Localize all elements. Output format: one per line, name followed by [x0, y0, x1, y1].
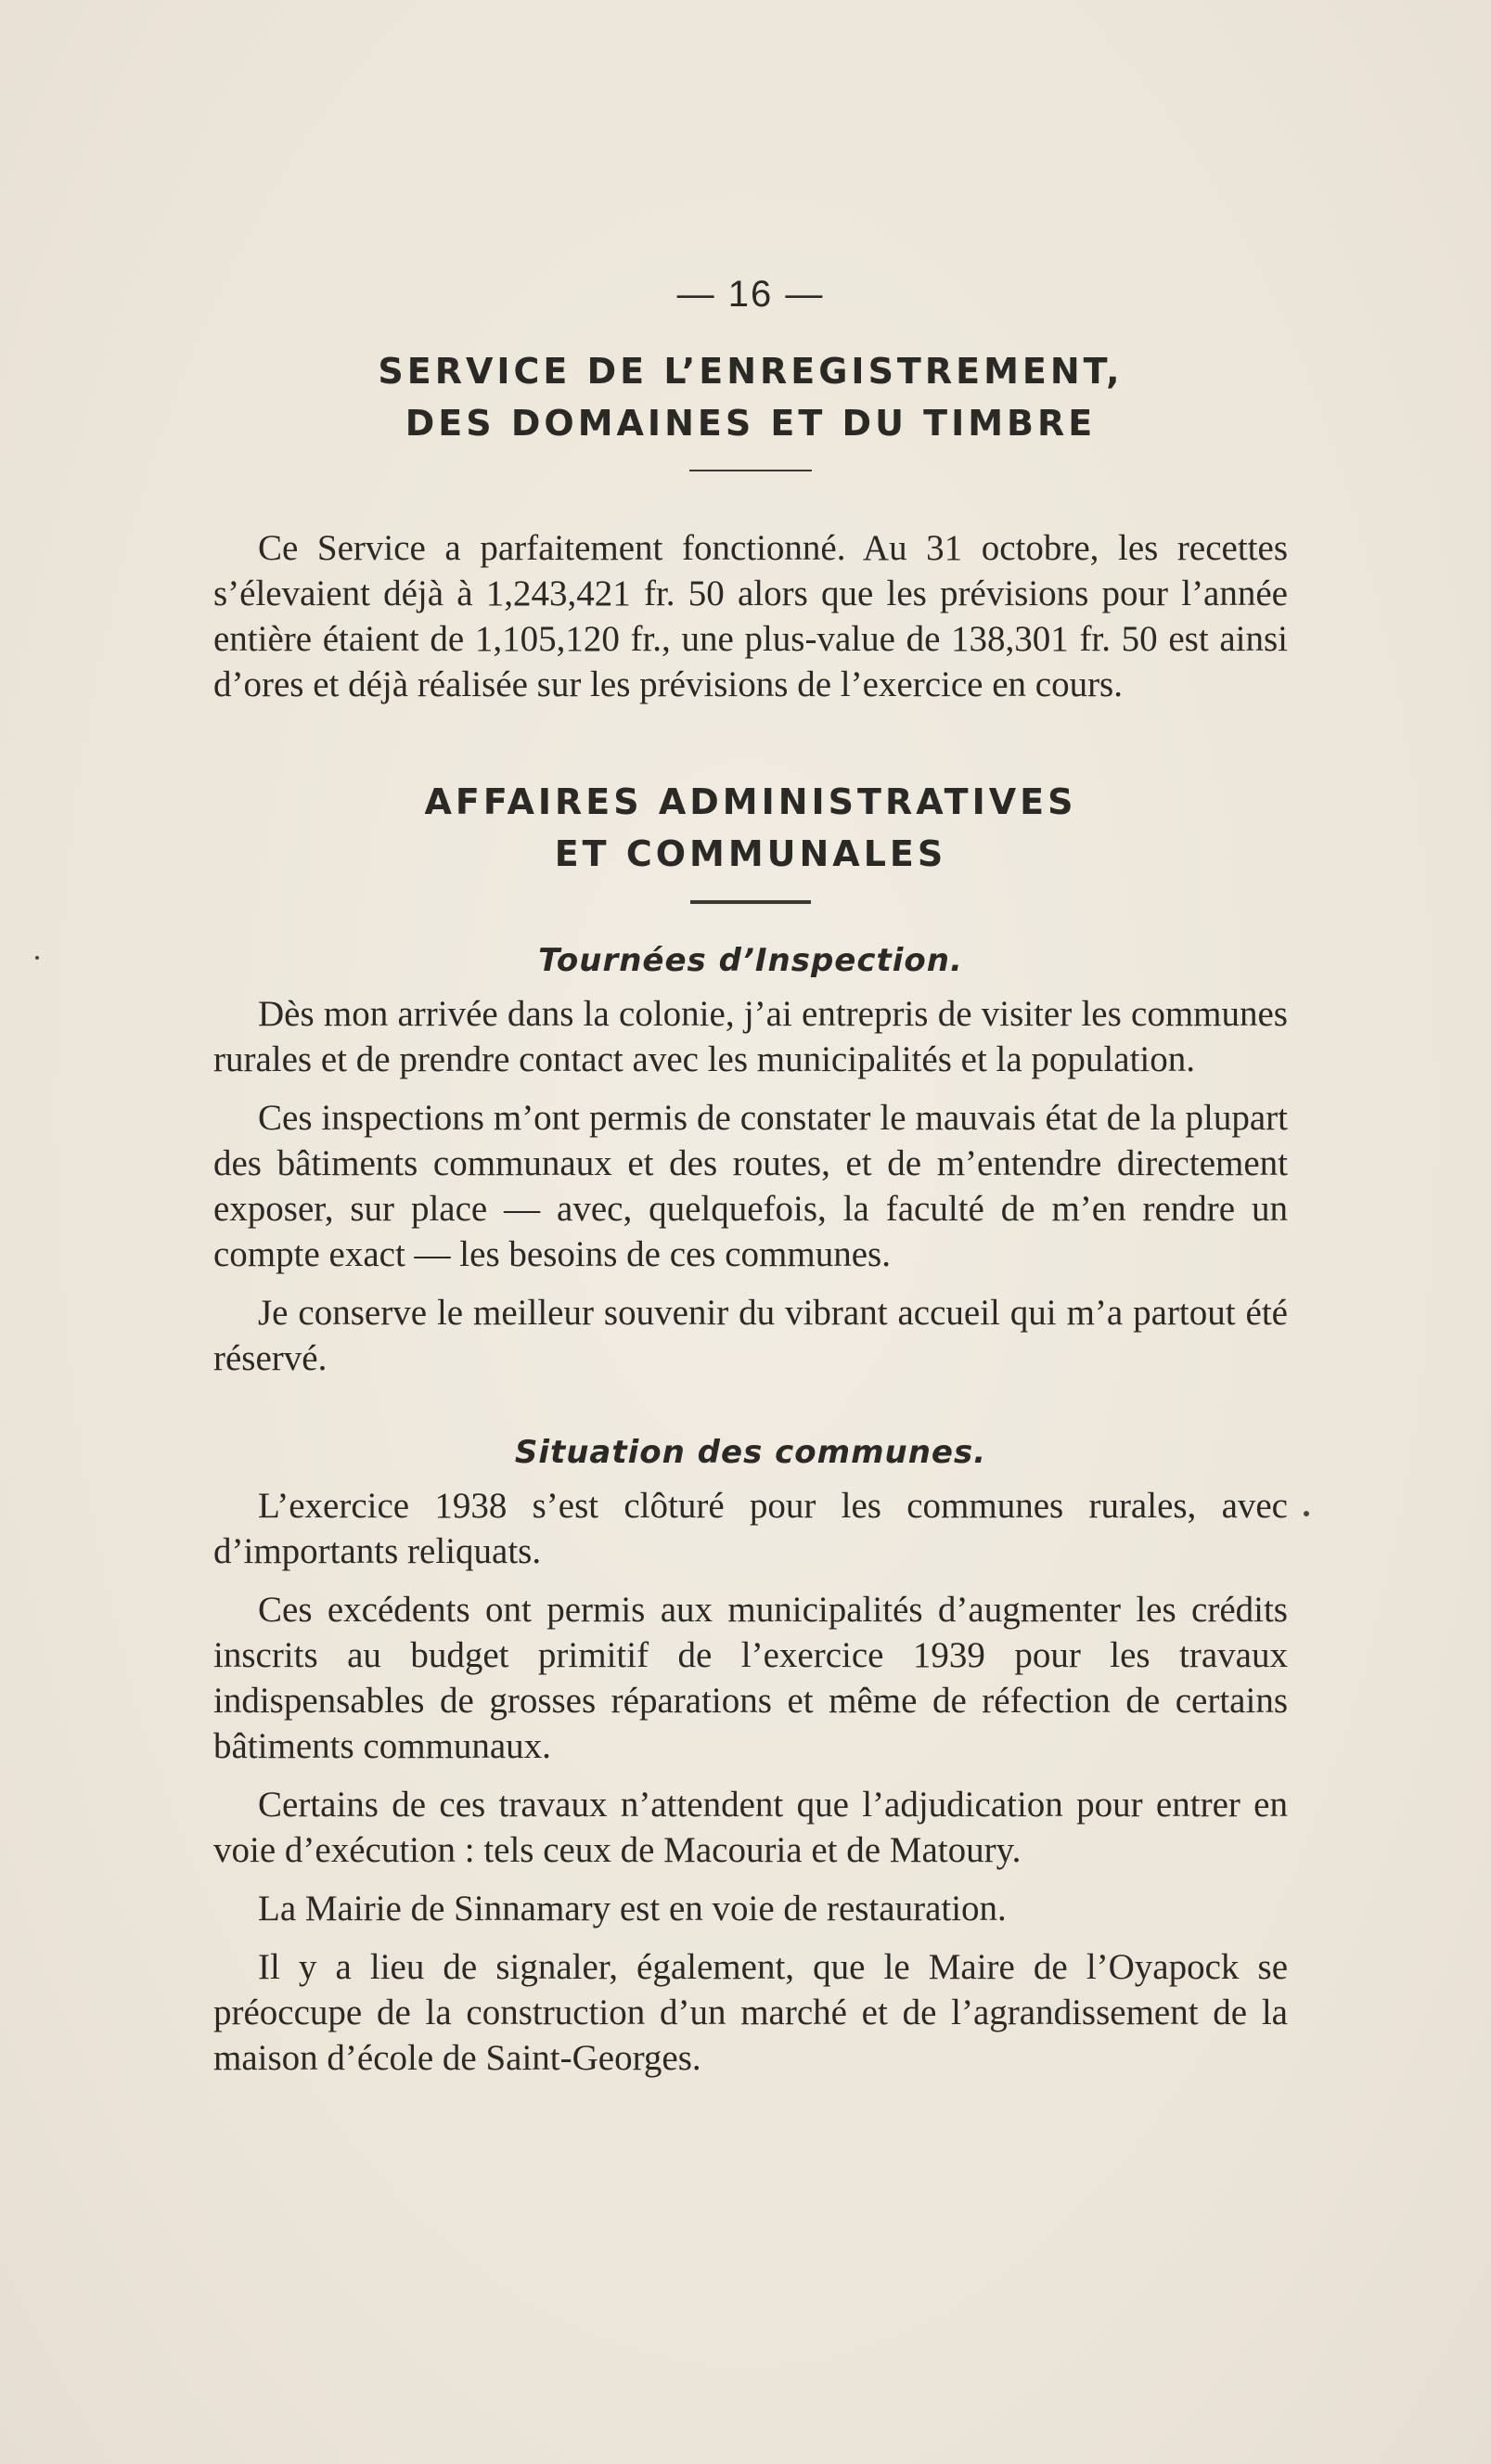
paragraph: La Mairie de Sinnamary est en voie de restauration. [258, 1889, 1007, 1929]
section-divider [690, 900, 811, 904]
ink-speck [1304, 1511, 1309, 1516]
subsection-heading-tournees: Tournées d’Inspection. [538, 942, 963, 979]
paragraph: L’exercice 1938 s’est clôturé pour les communes rurales, avec d’importants reliquats. [213, 1486, 1288, 1571]
paragraph: Je conserve le meilleur souvenir du vibrant accueil qui m’a partout été réservé. [213, 1293, 1288, 1378]
section-title-line-2: DES DOMAINES ET DU TIMBRE [405, 403, 1097, 444]
paragraph: Dès mon arrivée dans la colonie, j’ai entrepris de visiter les communes rurales et de prendre contact avec les municipalités et la population. [213, 994, 1288, 1079]
paragraph: Il y a lieu de signaler, également, que le Maire de l’Oyapock se préoccupe de la construction d’un marché et de l’agrandissement de la maison d’école de Saint-Georges. [213, 1947, 1288, 2078]
ink-speck [35, 956, 39, 960]
paragraph: Certains de ces travaux n’attendent que l’adjudication pour entrer en voie d’exécution : tels ceux de Macouria et de Matoury. [213, 1785, 1288, 1870]
page-number: — 16 — [676, 274, 825, 315]
section-enregistrement [213, 345, 1288, 707]
paragraph: Ces inspections m’ont permis de constater le mauvais état de la plupart des bâtiments communaux et des routes, et de m’entendre directement exposer, sur place — avec, quelquefois, la faculté de m’en rendre un compte exact — les besoins de ces communes. [213, 1098, 1288, 1274]
paragraph-enregistrement: Ce Service a parfaitement fonctionné. Au 31 octobre, les recettes s’élevaient déjà à 1,243,421 fr. 50 alors que les prévisions pour l’année entière étaient de 1,105,120 fr., une plus-value de 138,301 fr. 50 est ainsi d’ores et déjà réalisée sur les prévisions de l’exercice en cours. [213, 528, 1288, 704]
section-divider [689, 470, 812, 471]
section-title-line-1: AFFAIRES ADMINISTRATIVES [424, 781, 1077, 822]
section-title-line-1: SERVICE DE L’ENREGISTREMENT, [378, 351, 1124, 392]
text-column [213, 271, 1288, 2081]
paragraph: Ces excédents ont permis aux municipalités d’augmenter les crédits inscrits au budget primitif de l’exercice 1939 pour les travaux indispensables de grosses réparations et même de réfection de certains bâtiments communaux. [213, 1590, 1288, 1766]
section-affaires-administratives [213, 776, 1288, 2081]
section-title-line-2: ET COMMUNALES [554, 833, 947, 874]
subsection-heading-situation: Situation des communes. [514, 1434, 987, 1471]
